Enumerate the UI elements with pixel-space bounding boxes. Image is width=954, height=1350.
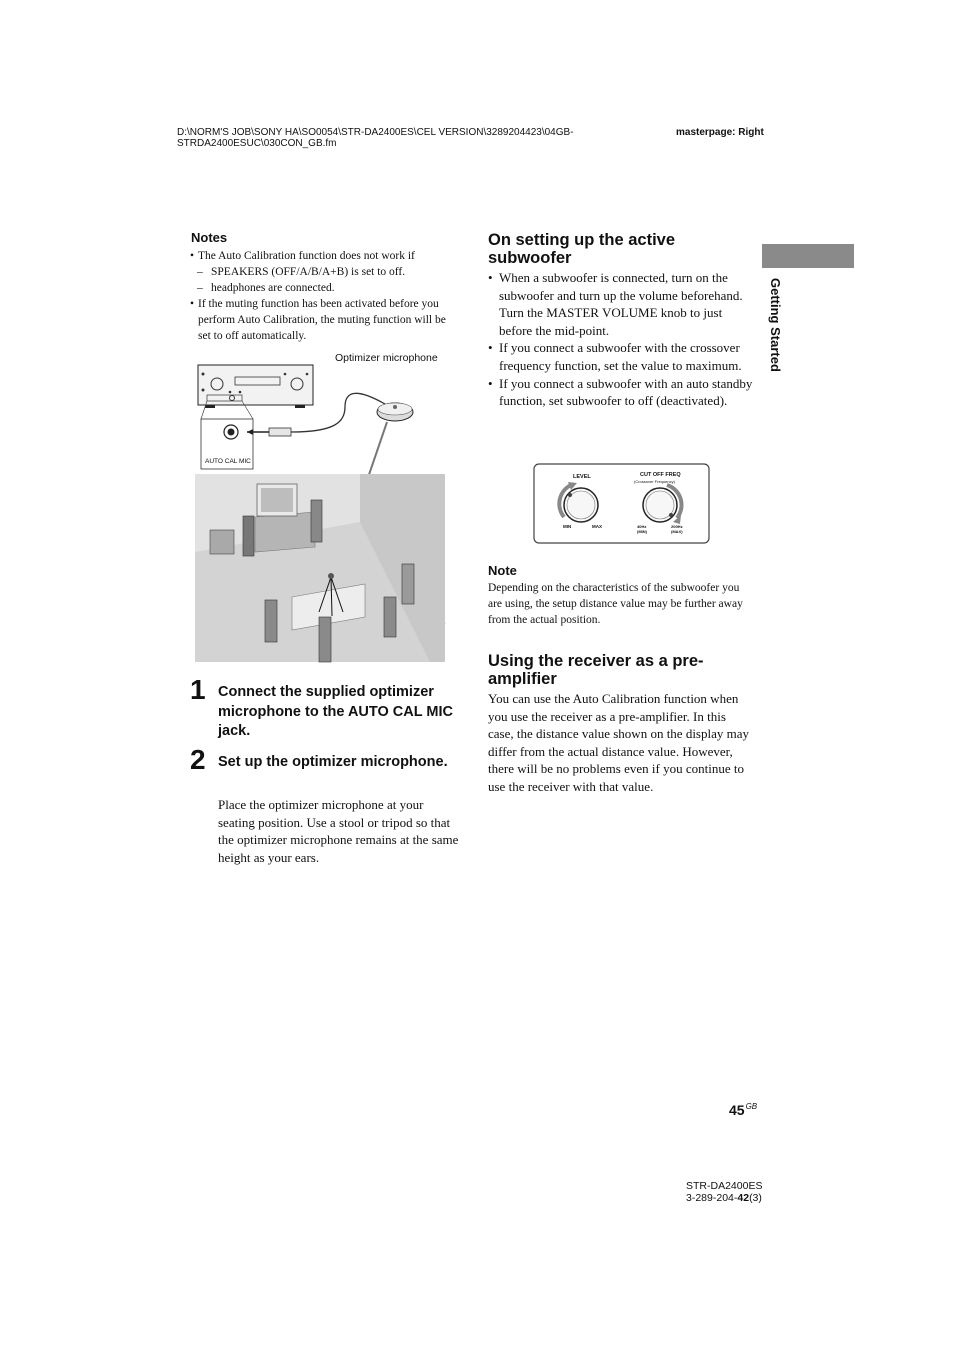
- list-item: • If you connect a subwoofer with an auto standby function, set subwoofer to off (deactivated).: [488, 375, 753, 409]
- footer-code-prefix: 3-289-204-: [686, 1192, 738, 1204]
- page-number: [729, 1102, 757, 1118]
- note-item: • If the muting function has been activated before you perform Auto Calibration, the muting function will be set to off automatically.: [190, 298, 446, 342]
- living-room-illustration: [195, 474, 445, 662]
- list-item-text: When a subwoofer is connected, turn on the subwoofer and turn up the volume beforehand. Turn the MASTER VOLUME knob to just before the mid-point.: [499, 270, 743, 338]
- level-min-label: MIN: [563, 524, 572, 529]
- figure-caption-optimizer-microphone: Optimizer microphone: [335, 352, 438, 364]
- step-number-1: 1: [190, 674, 206, 705]
- auto-cal-mic-jack-label: AUTO CAL MIC: [205, 458, 251, 465]
- page-number-value: 45: [729, 1102, 745, 1118]
- optimizer-microphone: [377, 403, 413, 421]
- note-body: Depending on the characteristics of the subwoofer you are using, the setup distance value may be further away from the actual position.: [488, 582, 743, 626]
- masterpage-label: masterpage: Right: [676, 127, 764, 138]
- note-heading: Note: [488, 563, 517, 578]
- auto-cal-mic-jack-inset: [201, 419, 253, 469]
- level-max-label: MAX: [592, 524, 602, 529]
- crossover-frequency-label: (Crossover Frequency): [634, 479, 675, 484]
- subwoofer-section-heading: On setting up the active subwoofer: [488, 231, 676, 267]
- note-subitem-text: SPEAKERS (OFF/A/B/A+B) is set to off.: [211, 266, 406, 278]
- subwoofer-bullet-list: [488, 269, 753, 410]
- file-path-line-2: STRDA2400ESUC\030CON_GB.fm: [177, 138, 337, 149]
- note-item-text: The Auto Calibration function does not work if: [198, 250, 415, 262]
- file-path-header: [177, 127, 657, 149]
- note-subitem: – headphones are connected.: [197, 282, 335, 294]
- optimizer-microphone-setup-illustration: [195, 362, 450, 667]
- level-label: LEVEL: [573, 474, 591, 480]
- note-subitem: – SPEAKERS (OFF/A/B/A+B) is set to off.: [197, 266, 406, 278]
- subwoofer-knobs-illustration: [533, 463, 711, 545]
- list-item: • If you connect a subwoofer with the crossover frequency function, set the value to maximum.: [488, 340, 742, 373]
- footer-code: [686, 1192, 762, 1204]
- file-path-line-1: D:\NORM'S JOB\SONY HA\SO0054\STR-DA2400ES\CEL VERSION\3289204423\04GB-: [177, 127, 574, 138]
- freq-low-label: 40Hz: [637, 524, 647, 529]
- list-item: • When a subwoofer is connected, turn on the subwoofer and turn up the volume beforehand. Turn the MASTER VOLUME knob to just before the mid-point.: [488, 270, 743, 338]
- list-item-text: If you connect a subwoofer with an auto standby function, set subwoofer to off (deactivated).: [499, 375, 753, 409]
- step-1-title: Connect the supplied optimizer microphone to the AUTO CAL MIC jack.: [218, 684, 453, 739]
- preamp-section-body: You can use the Auto Calibration function when you use the receiver as a pre-amplifier. In this case, the distance value shown on the display may differ from the actual distance value. However, there will be no problems even if you continue to use the receiver with that value.: [488, 691, 750, 794]
- step-2-title: Set up the optimizer microphone.: [218, 754, 448, 770]
- freq-low-sub-label: (MIN): [637, 529, 647, 534]
- footer-model-info: [686, 1180, 762, 1204]
- list-item-text: If you connect a subwoofer with the crossover frequency function, set the value to maximum.: [499, 340, 742, 373]
- notes-heading: Notes: [191, 230, 228, 245]
- page-number-suffix: GB: [745, 1102, 758, 1111]
- notes-list: [190, 248, 460, 344]
- footer-code-bold: 42: [737, 1192, 750, 1204]
- step-2-body: Place the optimizer microphone at your seating position. Use a stool or tripod so that the optimizer microphone remains at the same height as your ears.: [218, 797, 459, 865]
- footer-model: STR-DA2400ES: [686, 1180, 763, 1192]
- receiver-front-panel: [198, 365, 313, 408]
- cut-off-freq-label: CUT OFF FREQ: [640, 472, 681, 478]
- preamp-section-heading: Using the receiver as a pre-amplifier: [488, 652, 704, 688]
- freq-high-sub-label: (MAX): [671, 529, 683, 534]
- footer-code-suffix: (3): [749, 1192, 762, 1204]
- section-tab-label: Getting Started: [768, 278, 783, 372]
- step-number-2: 2: [190, 744, 206, 775]
- note-subitem-text: headphones are connected.: [211, 282, 335, 294]
- section-tab-bar: [762, 244, 854, 268]
- freq-high-label: 200Hz: [671, 524, 683, 529]
- note-item: • The Auto Calibration function does not work if: [190, 250, 415, 262]
- note-item-text: If the muting function has been activated before you perform Auto Calibration, the muting function will be set to off automatically.: [198, 298, 446, 342]
